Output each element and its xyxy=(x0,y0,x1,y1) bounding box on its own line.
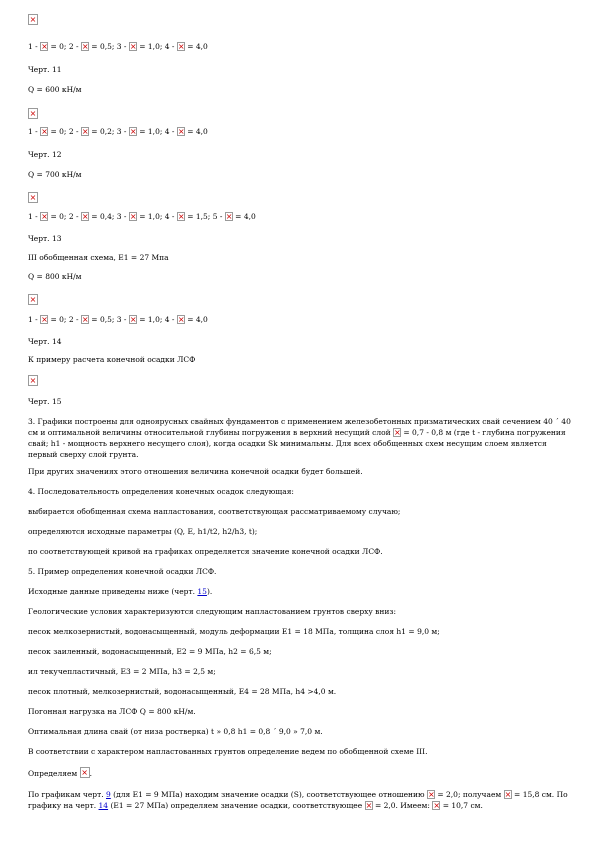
legend-text: = 4,0 xyxy=(184,127,208,136)
legend-text: = 4,0 xyxy=(184,315,208,324)
legend-text: 1 - xyxy=(28,212,41,221)
broken-image-icon xyxy=(177,42,185,51)
broken-image-icon xyxy=(28,14,38,25)
broken-image-icon xyxy=(129,42,137,51)
final-paragraph xyxy=(28,789,573,811)
section-5-heading: 5. Пример определения конечной осадки ЛСФ. xyxy=(28,567,217,576)
scheme-selection: В соответствии с характером напластованных грунтов определение ведем по обобщенной схеме III. xyxy=(28,747,428,756)
legend-text: = 0,4; 3 - xyxy=(88,212,129,221)
step-2: определяются исходные параметры (Q, E, h1/t2, h2/h3, t); xyxy=(28,527,258,536)
broken-image-icon xyxy=(81,42,89,51)
legend-text: 1 - xyxy=(28,42,41,51)
broken-image-icon xyxy=(28,108,38,119)
legend-text: = 1,5; 5 - xyxy=(184,212,225,221)
legend-text: = 1,0; 4 - xyxy=(136,127,177,136)
example-title: К примеру расчета конечной осадки ЛСФ xyxy=(28,355,196,364)
broken-image-icon xyxy=(129,315,137,324)
broken-image-icon xyxy=(28,192,38,203)
broken-image-icon xyxy=(28,294,38,305)
paragraph-other-values: При других значениях этого отношения величина конечной осадки будет большей. xyxy=(28,467,363,476)
legend-line-12 xyxy=(28,126,208,137)
optimal-pile-length: Оптимальная длина свай (от низа ростверка) t » 0,8 h1 = 0,8 ´ 9,0 » 7,0 м. xyxy=(28,727,323,736)
step-3: по соответствующей кривой на графиках определяется значение конечной осадки ЛСФ. xyxy=(28,547,383,556)
legend-text: = 0,2; 3 - xyxy=(88,127,129,136)
chart-15-link[interactable]: 15 xyxy=(197,587,207,596)
legend-line-11 xyxy=(28,41,208,52)
paragraph-text: = 10,7 см. xyxy=(440,801,483,810)
paragraph-text: (для E1 = 9 МПа) находим значение осадки (S), соответствующее отношению xyxy=(110,790,427,799)
load-value-13: Q = 800 кН/м xyxy=(28,272,82,281)
legend-text: = 0,5; 3 - xyxy=(88,315,129,324)
broken-image-icon xyxy=(80,767,90,778)
legend-text: = 0,5; 3 - xyxy=(88,42,129,51)
broken-image-icon xyxy=(393,428,401,437)
paragraph-text: = 2,0. Имеем: xyxy=(372,801,433,810)
legend-text: = 1,0; 4 - xyxy=(136,212,177,221)
paragraph-text: Определяем xyxy=(28,769,80,778)
broken-image-icon xyxy=(432,801,440,810)
broken-image-icon xyxy=(40,212,48,221)
broken-image-icon xyxy=(177,127,185,136)
chart-caption-15: Черт. 15 xyxy=(28,397,62,406)
load-value-12: Q = 700 кН/м xyxy=(28,170,82,179)
paragraph-text: = 15,8 см. По графику на черт. xyxy=(28,790,568,810)
paragraph-text: 3. Графики построены для одноярусных свайных фундаментов с применением железобетонных призматических свай сечением 40 ´ 40 см и оптимальной величины относительной глубины погружения в верхний несущий слой xyxy=(28,417,571,437)
broken-image-icon xyxy=(504,790,512,799)
section-3-paragraph xyxy=(28,416,573,460)
section-4-heading: 4. Последовательность определения конечных осадок следующая: xyxy=(28,487,294,496)
legend-text: = 0; 2 - xyxy=(48,42,81,51)
legend-line-13 xyxy=(28,211,256,222)
layer-1: песок мелкозернистый, водонасыщенный, модуль деформации E1 = 18 МПа, толщина слоя h1 = 9,0 м; xyxy=(28,627,440,636)
layer-3: ил текучепластичный, E3 = 2 МПа, h3 = 2,5 м; xyxy=(28,667,216,676)
paragraph-text: Исходные данные приведены ниже (черт. xyxy=(28,587,198,596)
legend-text: = 0; 2 - xyxy=(48,127,81,136)
broken-image-icon xyxy=(81,127,89,136)
load-value-11: Q = 600 кН/м xyxy=(28,85,82,94)
broken-image-icon xyxy=(28,375,38,386)
broken-image-icon xyxy=(177,315,185,324)
broken-image-icon xyxy=(40,315,48,324)
legend-text: = 1,0; 4 - xyxy=(136,315,177,324)
broken-image-icon xyxy=(81,212,89,221)
paragraph-text: = 2,0; получаем xyxy=(434,790,504,799)
scheme-caption: III обобщенная схема, E1 = 27 Мпа xyxy=(28,253,169,262)
broken-image-icon xyxy=(365,801,373,810)
chart-9-link[interactable]: 9 xyxy=(106,790,111,799)
load-line: Погонная нагрузка на ЛСФ Q = 800 кН/м. xyxy=(28,707,196,716)
legend-text: = 4,0 xyxy=(232,212,256,221)
chart-14-link[interactable]: 14 xyxy=(98,801,109,810)
initial-data-line xyxy=(28,586,212,597)
broken-image-icon xyxy=(129,127,137,136)
legend-text: = 0; 2 - xyxy=(48,315,81,324)
define-line xyxy=(28,767,92,779)
legend-text: = 4,0 xyxy=(184,42,208,51)
broken-image-icon xyxy=(427,790,435,799)
chart-caption-12: Черт. 12 xyxy=(28,150,62,159)
layer-4: песок плотный, мелкозернистый, водонасыщенный, E4 = 28 МПа, h4 >4,0 м. xyxy=(28,687,337,696)
broken-image-icon xyxy=(40,127,48,136)
paragraph-text: ). xyxy=(206,587,213,596)
legend-text: = 0; 2 - xyxy=(48,212,81,221)
chart-caption-11: Черт. 11 xyxy=(28,65,62,74)
paragraph-text: = 0,7 - 0,8 м (где t - глубина погружения свай; h1 - мощность верхнего несущего слоя), когда осадки Sk минимальны. Для всех обобщенных схем несущим слоем является первый сверху слой грунта. xyxy=(28,428,566,459)
legend-text: = 1,0; 4 - xyxy=(136,42,177,51)
chart-caption-14: Черт. 14 xyxy=(28,337,62,346)
broken-image-icon xyxy=(225,212,233,221)
broken-image-icon xyxy=(129,212,137,221)
legend-line-14 xyxy=(28,314,208,325)
paragraph-text: (E1 = 27 МПа) определяем значение осадки, соответствующее xyxy=(108,801,365,810)
geology-intro: Геологические условия характеризуются следующим напластованием грунтов сверху вниз: xyxy=(28,607,397,616)
period-text: . xyxy=(89,769,92,778)
broken-image-icon xyxy=(81,315,89,324)
chart-caption-13: Черт. 13 xyxy=(28,234,62,243)
paragraph-text: По графикам черт. xyxy=(28,790,107,799)
broken-image-icon xyxy=(177,212,185,221)
step-1: выбирается обобщенная схема напластования, соответствующая рассматриваемому случаю; xyxy=(28,507,401,516)
broken-image-icon xyxy=(40,42,48,51)
legend-text: 1 - xyxy=(28,315,41,324)
layer-2: песок заиленный, водонасыщенный, E2 = 9 МПа, h2 = 6,5 м; xyxy=(28,647,272,656)
legend-text: 1 - xyxy=(28,127,41,136)
